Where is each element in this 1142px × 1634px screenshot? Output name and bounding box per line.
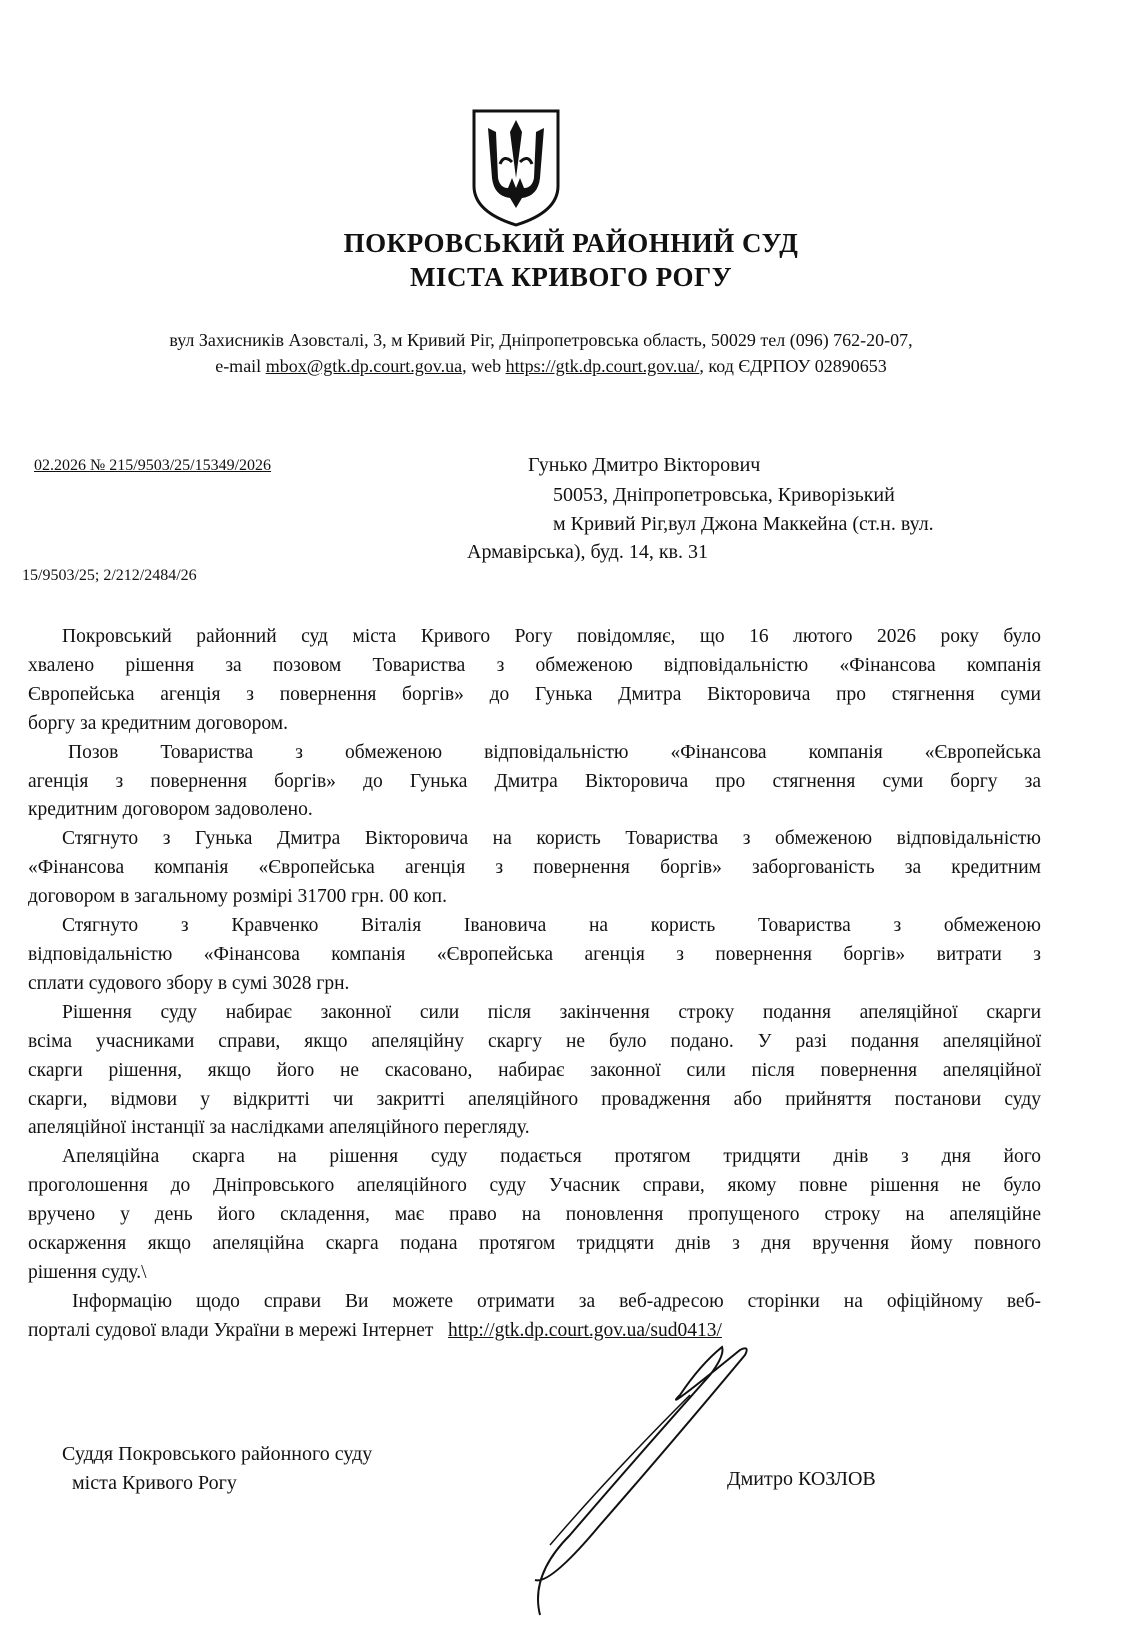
outgoing-reference: 02.2026 № 215/9503/25/15349/2026	[34, 457, 272, 474]
text-line: проголошення до Дніпровського апеляційного суду Учасник справи, якому повне рішення не було	[28, 1175, 1041, 1197]
text-line: Стягнуто з Гунька Дмитра Вікторовича на користь Товариства з обмеженою відповідальністю	[62, 828, 1041, 850]
judge-name: Дмитро КОЗЛОВ	[727, 1468, 876, 1490]
recipient-address-line: Армавірська), буд. 14, кв. 31	[467, 541, 708, 563]
court-contacts	[0, 356, 1122, 377]
court-name-line2: МІСТА КРИВОГО РОГУ	[409, 262, 733, 292]
text-line: Апеляційна скарга на рішення суду подається протягом тридцяти днів з дня його	[62, 1146, 1041, 1168]
text-line: відповідальністю «Фінансова компанія «Європейська агенція з повернення боргів» витрати з	[28, 943, 1041, 965]
text-line: договором в загальному розмірі 31700 грн. 00 коп.	[28, 886, 447, 908]
paragraph	[28, 912, 1041, 999]
text-line: порталі судової влади України в мережі Інтернет	[28, 1319, 449, 1341]
text-line: боргу за кредитним договором.	[28, 712, 288, 734]
text-line: всіма учасниками справи, якщо апеляційну скаргу не було подано. У разі подання апеляційної	[28, 1030, 1041, 1052]
recipient-address-line: 50053, Дніпропетровська, Криворізький	[553, 484, 895, 506]
paragraph	[28, 999, 1041, 1144]
text-line: вручено у день його складення, має право на поновлення пропущеного строку на апеляційне	[28, 1204, 1041, 1226]
email-link[interactable]: mbox@gtk.dp.court.gov.ua	[265, 356, 463, 376]
web-label: , web	[462, 356, 506, 376]
case-info-link[interactable]: http://gtk.dp.court.gov.ua/sud0413/	[448, 1319, 722, 1341]
text-line: оскарження якщо апеляційна скарга подана протягом тридцяти днів з дня вручення йому повного	[28, 1233, 1041, 1255]
paragraph	[28, 739, 1041, 826]
text-line: Інформацію щодо справи Ви можете отримати за веб-адресою сторінки на офіційному веб-	[72, 1290, 1041, 1312]
text-line: Європейська агенція з повернення боргів» до Гунька Дмитра Вікторовича про стягнення суми	[28, 683, 1041, 705]
text-line: рішення суду.\	[28, 1261, 147, 1283]
coat-of-arms-trident-icon	[470, 108, 562, 228]
text-line: Рішення суду набирає законної сили після закінчення строку подання апеляційної скарги	[62, 1001, 1041, 1023]
case-reference: 15/9503/25; 2/212/2484/26	[22, 567, 197, 584]
email-label: e-mail	[215, 356, 266, 376]
paragraph	[28, 1143, 1041, 1288]
judge-position-line1: Суддя Покровського районного суду	[62, 1443, 373, 1465]
notice-body	[28, 623, 1041, 1346]
web-link[interactable]: https://gtk.dp.court.gov.ua/	[505, 356, 700, 376]
text-line: Позов Товариства з обмеженою відповідальністю «Фінансова компанія «Європейська	[68, 741, 1041, 763]
text-line: скарги, відмови у відкритті чи закритті апеляційного провадження або прийняття постанови суду	[28, 1088, 1041, 1110]
text-line: скарги рішення, якщо його не скасовано, набирає законної сили після повернення апеляційної	[28, 1059, 1041, 1081]
text-line: хвалено рішення за позовом Товариства з обмеженою відповідальністю «Фінансова компанія	[28, 654, 1041, 676]
recipient-address-line: м Кривий Ріг,вул Джона Маккейна (ст.н. вул.	[553, 513, 934, 535]
text-line: сплати судового збору в сумі 3028 грн.	[28, 972, 350, 994]
edrpou-code: , код ЄДРПОУ 02890653	[699, 356, 887, 376]
paragraph	[28, 623, 1041, 739]
paragraph	[28, 825, 1041, 912]
court-name-line1: ПОКРОВСЬКИЙ РАЙОННИЙ СУД	[343, 228, 799, 258]
text-line: кредитним договором задоволено.	[28, 799, 313, 821]
text-line: «Фінансова компанія «Європейська агенція з повернення боргів» заборгованість за кредитним	[28, 857, 1041, 879]
text-line: Стягнуто з Кравченко Віталія Івановича на користь Товариства з обмеженою	[62, 915, 1041, 937]
recipient-name: Гунько Дмитро Вікторович	[528, 454, 761, 476]
judge-position-line2: міста Кривого Рогу	[72, 1472, 237, 1494]
text-line: Покровський районний суд міста Кривого Рогу повідомляє, що 16 лютого 2026 року було	[62, 626, 1041, 647]
text-line: агенція з повернення боргів» до Гунька Дмитра Вікторовича про стягнення суми боргу за	[28, 770, 1041, 792]
text-line: апеляційної інстанції за наслідками апеляційного перегляду.	[28, 1117, 530, 1139]
court-address: вул Захисників Азовсталі, 3, м Кривий Ріг, Дніпропетровська область, 50029 тел (096) 762-20-07,	[169, 330, 913, 350]
